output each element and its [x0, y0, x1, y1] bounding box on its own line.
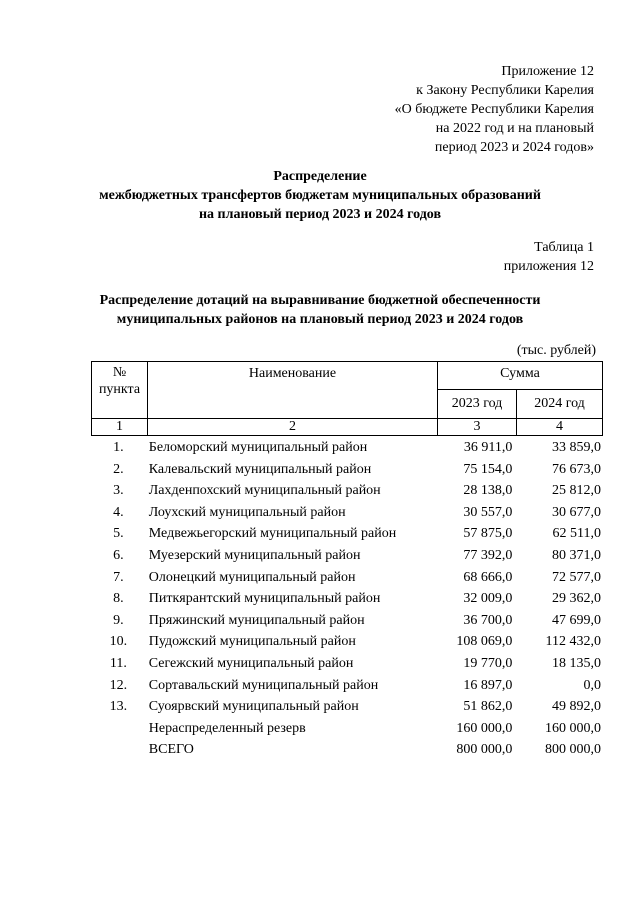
row-2024: 49 892,0 [552, 699, 601, 715]
row-number: 10. [109, 634, 128, 650]
table-ref-line: Таблица 1 [534, 240, 594, 255]
row-2023: 75 154,0 [463, 461, 513, 477]
header-index-2: 2 [148, 419, 438, 436]
row-number: 6. [113, 547, 124, 563]
row-name: Пудожский муниципальный район [148, 634, 356, 650]
row-2024: 18 135,0 [552, 655, 601, 671]
row-name: Суоярвский муниципальный район [148, 699, 359, 715]
row-name: Пряжинский муниципальный район [148, 612, 365, 628]
appendix-line: к Закону Республики Карелия [416, 83, 594, 98]
table-row [91, 696, 603, 718]
table-row [91, 567, 603, 589]
table-row [91, 675, 603, 697]
title-line: на плановый период 2023 и 2024 годов [198, 207, 442, 222]
header-index-4: 4 [517, 419, 603, 436]
row-number: 13. [109, 699, 128, 715]
appendix-line: «О бюджете Республики Карелия [394, 102, 594, 117]
header-name: Наименование [148, 362, 438, 419]
table-row [91, 523, 603, 545]
row-2023: 30 557,0 [463, 504, 513, 520]
row-name: ВСЕГО [148, 742, 194, 758]
row-number: 1. [113, 440, 124, 455]
header-index-1: 1 [92, 419, 148, 436]
row-2024: 30 677,0 [552, 504, 601, 520]
row-2024: 25 812,0 [552, 483, 601, 499]
units-label: (тыс. рублей) [516, 343, 596, 358]
row-2024: 0,0 [583, 677, 601, 693]
row-2023: 57 875,0 [463, 526, 513, 542]
row-number: 4. [113, 504, 124, 520]
row-name: Беломорский муниципальный район [148, 440, 368, 455]
subtitle-line: муниципальных районов на плановый период 2023 и 2024 годов [116, 312, 524, 327]
row-2024: 33 859,0 [552, 440, 601, 455]
row-name: Сортавальский муниципальный район [148, 677, 379, 693]
header-number-word: пункта [98, 382, 141, 397]
row-name: Медвежьегорский муниципальный район [148, 526, 397, 542]
table-row [91, 502, 603, 524]
row-number: 12. [109, 677, 128, 693]
appendix-line: период 2023 и 2024 годов» [434, 140, 594, 155]
row-2023: 36 911,0 [463, 440, 513, 455]
row-2023: 51 862,0 [463, 699, 513, 715]
table-header [91, 361, 603, 436]
row-2023: 108 069,0 [456, 634, 513, 650]
row-number: 8. [113, 591, 124, 607]
table-row [91, 631, 603, 653]
table-ref-line: приложения 12 [503, 259, 594, 274]
appendix-line: Приложение 12 [501, 64, 594, 79]
row-2023: 28 138,0 [463, 483, 513, 499]
table-row-total [91, 739, 603, 761]
row-2024: 800 000,0 [545, 742, 601, 758]
title-line: Распределение [273, 169, 367, 184]
title-line: межбюджетных трансфертов бюджетам муниципальных образований [99, 188, 541, 203]
table-row [91, 437, 603, 459]
subtitle-line: Распределение дотаций на выравнивание бюджетной обеспеченности [99, 293, 541, 308]
appendix-heading [395, 62, 594, 157]
table-row [91, 610, 603, 632]
row-number [91, 739, 146, 761]
row-2024: 72 577,0 [552, 569, 601, 585]
row-name: Калевальский муниципальный район [148, 461, 372, 477]
row-name: Питкярантский муниципальный район [148, 591, 381, 607]
row-2023: 800 000,0 [456, 742, 513, 758]
table-row [91, 588, 603, 610]
row-2023: 160 000,0 [456, 720, 513, 736]
table-row [91, 480, 603, 502]
table-body [91, 437, 603, 761]
row-2024: 160 000,0 [545, 720, 601, 736]
table-row [91, 459, 603, 481]
row-name: Лоухский муниципальный район [148, 504, 346, 520]
row-2023: 19 770,0 [463, 655, 513, 671]
header-number [92, 362, 148, 419]
header-year-2024: 2024 год [517, 390, 603, 419]
row-2024: 47 699,0 [552, 612, 601, 628]
row-name: Олонецкий муниципальный район [148, 569, 356, 585]
row-2023: 16 897,0 [463, 677, 513, 693]
row-2024: 76 673,0 [552, 461, 601, 477]
row-name: Сегежский муниципальный район [148, 655, 354, 671]
row-2023: 68 666,0 [463, 569, 513, 585]
row-2024: 80 371,0 [552, 547, 601, 563]
table-reference [504, 238, 594, 276]
row-number: 3. [113, 483, 124, 499]
table-row [91, 653, 603, 675]
row-number: 2. [113, 461, 124, 477]
header-number-symbol: № [112, 365, 127, 380]
table-row [91, 545, 603, 567]
row-number: 11. [109, 655, 127, 671]
header-index-3: 3 [438, 419, 517, 436]
row-2024: 29 362,0 [552, 591, 601, 607]
row-name: Муезерский муниципальный район [148, 547, 361, 563]
row-2023: 36 700,0 [463, 612, 513, 628]
row-number: 9. [113, 612, 124, 628]
table-title [0, 291, 640, 329]
row-number: 7. [113, 569, 124, 585]
row-2024: 112 432,0 [545, 634, 601, 650]
header-sum: Сумма [438, 362, 603, 390]
document-title [0, 167, 640, 224]
header-year-2023: 2023 год [438, 390, 517, 419]
row-2024: 62 511,0 [552, 526, 601, 542]
row-number: 5. [113, 526, 124, 542]
appendix-line: на 2022 год и на плановый [435, 121, 594, 136]
row-2023: 77 392,0 [463, 547, 513, 563]
row-name: Нераспределенный резерв [148, 720, 306, 736]
table-row-reserve [91, 718, 603, 740]
row-2023: 32 009,0 [463, 591, 513, 607]
row-number [91, 718, 146, 740]
row-name: Лахденпохский муниципальный район [148, 483, 381, 499]
